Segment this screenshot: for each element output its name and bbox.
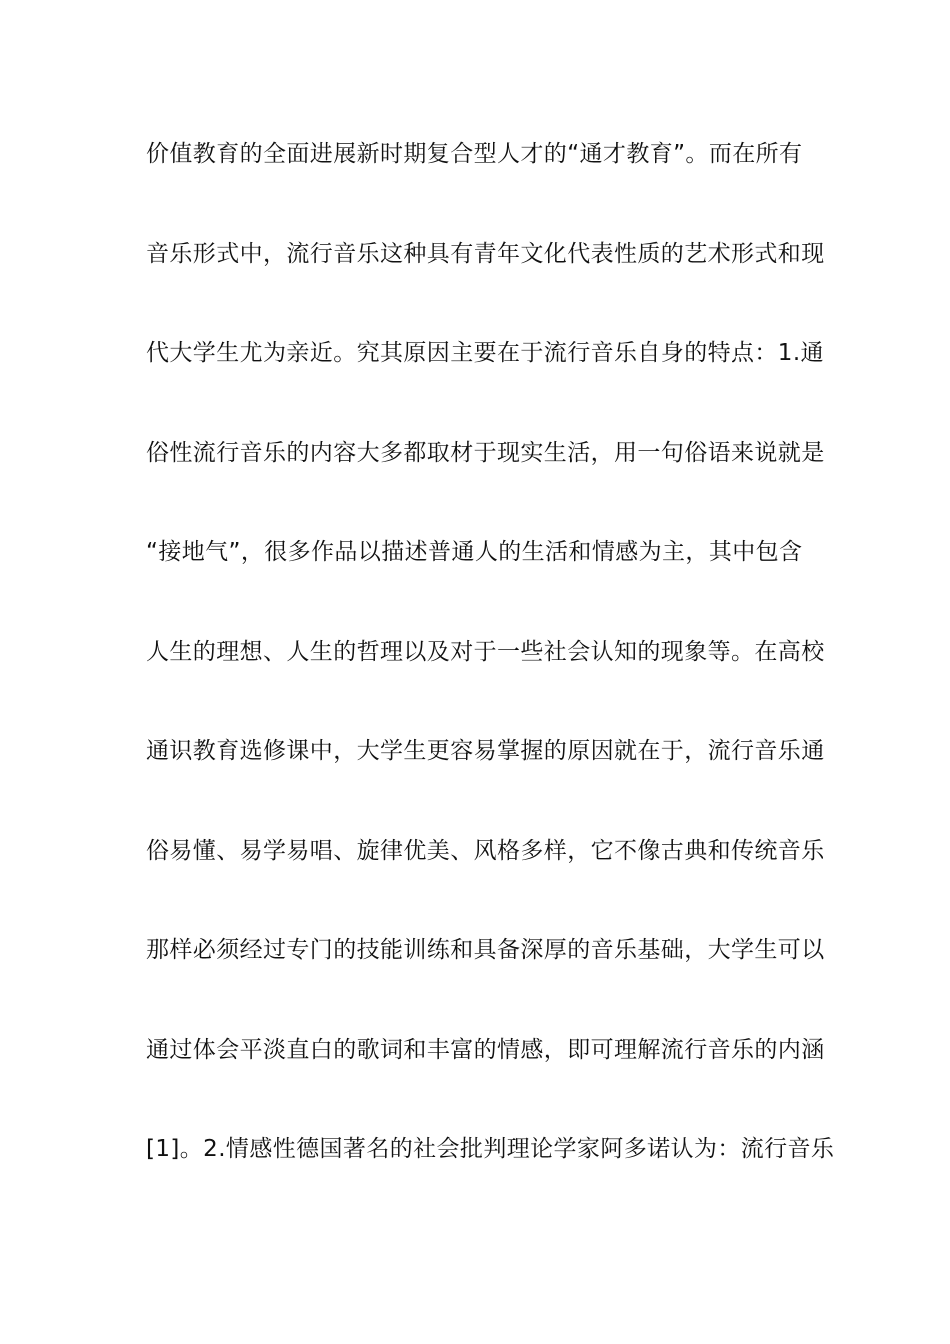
text-line: 音乐形式中，流行音乐这种具有青年文化代表性质的艺术形式和现 <box>146 240 825 267</box>
text-line: 通识教育选修课中，大学生更容易掌握的原因就在于，流行音乐通 <box>146 738 825 764</box>
text-line: 人生的理想、人生的哲理以及对于一些社会认知的现象等。在高校 <box>146 638 825 665</box>
text-line: [1]。2.情感性德国著名的社会批判理论学家阿多诺认为：流行音乐 <box>146 1136 835 1162</box>
text-line: 那样必须经过专门的技能训练和具备深厚的音乐基础，大学生可以 <box>146 937 825 963</box>
text-line: 通过体会平淡直白的歌词和丰富的情感，即可理解流行音乐的内涵 <box>146 1036 825 1063</box>
text-line: 俗易懂、易学易唱、旋律优美、风格多样，它不像古典和传统音乐 <box>146 837 825 864</box>
text-line: 俗性流行音乐的内容大多都取材于现实生活，用一句俗语来说就是 <box>146 439 825 466</box>
body-text <box>146 128 835 1223</box>
text-line: “接地气”，很多作品以描述普通人的生活和情感为主，其中包含 <box>146 539 803 565</box>
text-line: 代大学生尤为亲近。究其原因主要在于流行音乐自身的特点：1.通 <box>146 340 824 366</box>
text-line: 价值教育的全面进展新时期复合型人才的“通才教育”。而在所有 <box>146 141 803 167</box>
